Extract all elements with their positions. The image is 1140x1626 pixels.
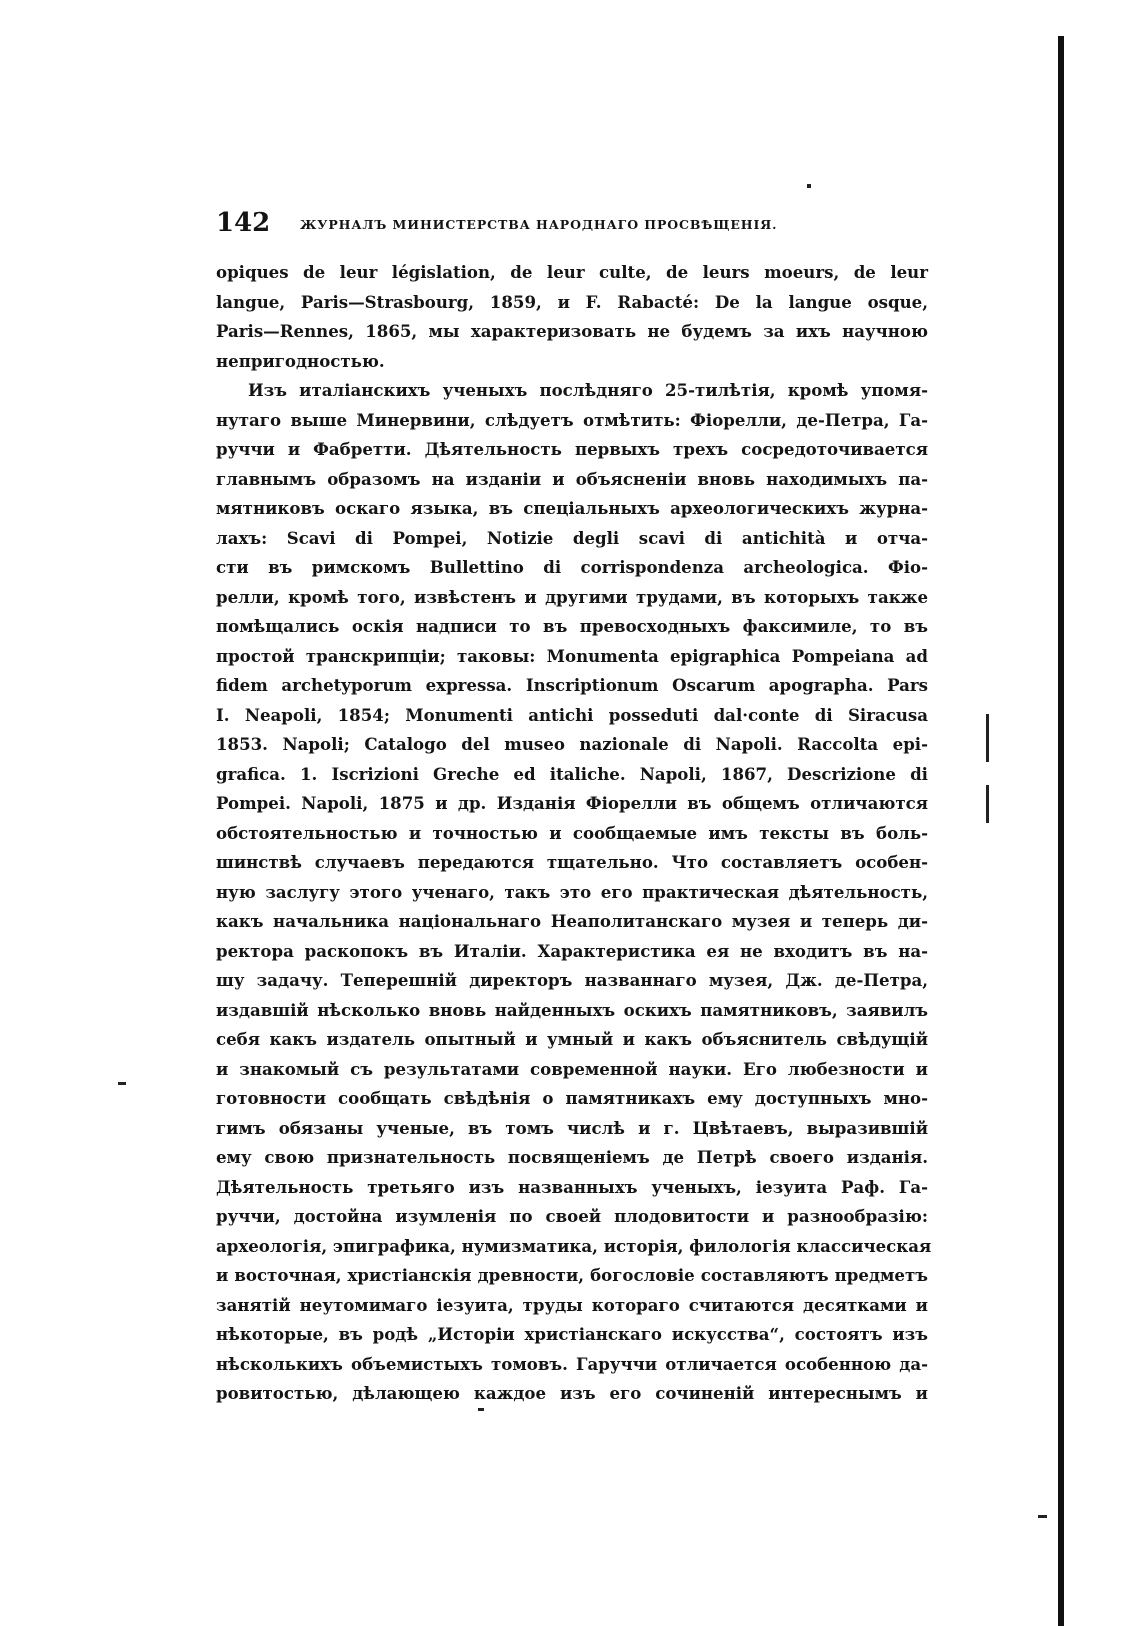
text-line: шинствѣ случаевъ передаются тщательно. Что составляетъ особен- bbox=[216, 852, 928, 872]
text-line: лахъ: Scavi di Pompei, Notizie degli scavi di antichità и отча- bbox=[216, 527, 928, 548]
text-line: помѣщались оскія надписи то въ превосходныхъ факсимиле, то въ bbox=[216, 616, 928, 636]
text-line: шу задачу. Теперешній директоръ названнаго музея, Дж. де-Петра, bbox=[216, 970, 928, 990]
text-line: себя какъ издатель опытный и умный и какъ объяснитель свѣдущій bbox=[216, 1029, 928, 1049]
text-line: ректора раскопокъ въ Италіи. Характеристика ея не входитъ въ на- bbox=[216, 940, 928, 961]
text-line: руччи, достойна изумленія по своей плодовитости и разнообразію: bbox=[216, 1206, 928, 1226]
text-line: руччи и Фабретти. Дѣятельность первыхъ трехъ сосредоточивается bbox=[216, 439, 928, 459]
text-line: ную заслугу этого ученаго, такъ это его практическая дѣятельность, bbox=[216, 881, 928, 902]
text-line: Paris—Rennes, 1865, мы характеризовать не будемъ за ихъ научною bbox=[216, 321, 928, 341]
paragraph bbox=[216, 376, 932, 1409]
text-line: fidem archetyporum expressa. Inscriptionum Oscarum apographa. Pars bbox=[216, 675, 928, 695]
text-line: археологія, эпиграфика, нумизматика, исторія, филологія классическая bbox=[216, 1235, 932, 1256]
page-header bbox=[216, 208, 936, 244]
text-line: нѣкоторые, въ родѣ „Исторіи христіанскаго искусства“, состоятъ изъ bbox=[216, 1324, 928, 1344]
text-line: grafica. 1. Iscrizioni Greche ed italiche. Napoli, 1867, Descrizione di bbox=[216, 763, 928, 784]
text-line: издавшій нѣсколько вновь найденныхъ оскихъ памятниковъ, заявилъ bbox=[216, 999, 928, 1020]
text-line: и восточная, христіанскія древности, богословіе составляютъ предметъ bbox=[216, 1265, 928, 1285]
text-line: простой транскрипціи; таковы: Monumenta epigraphica Pompeiana ad bbox=[216, 645, 928, 666]
text-line: обстоятельностью и точностью и сообщаемые имъ тексты въ боль- bbox=[216, 822, 928, 843]
text-line: готовности сообщать свѣдѣнія о памятникахъ ему доступныхъ мно- bbox=[216, 1088, 928, 1108]
text-line: и знакомый съ результатами современной науки. Его любезности и bbox=[216, 1058, 928, 1079]
text-line: langue, Paris—Strasbourg, 1859, и F. Rabacté: De la langue osque, bbox=[216, 291, 928, 312]
margin-line-mark bbox=[986, 785, 989, 823]
margin-line-mark bbox=[986, 714, 989, 762]
text-line: Дѣятельность третьяго изъ названныхъ ученыхъ, іезуита Раф. Га- bbox=[216, 1176, 928, 1197]
text-line: I. Neapoli, 1854; Monumenti antichi posseduti dal·conte di Siracusa bbox=[216, 704, 928, 725]
text-line: релли, кромѣ того, извѣстенъ и другими трудами, въ которыхъ также bbox=[216, 586, 928, 607]
text-line: какъ начальника національнаго Неаполитанскаго музея и теперь ди- bbox=[216, 911, 928, 931]
text-line: нутаго выше Минервини, слѣдуетъ отмѣтить: Фіорелли, де-Петра, Га- bbox=[216, 409, 928, 430]
text-line: opiques de leur législation, de leur culte, de leurs moeurs, de leur bbox=[216, 262, 928, 282]
text-line: ему свою признательность посвященіемъ де Петрѣ своего изданія. bbox=[216, 1147, 928, 1167]
text-line: Изъ италіанскихъ ученыхъ послѣдняго 25-тилѣтія, кромѣ упомя- bbox=[248, 380, 928, 400]
paragraph bbox=[216, 258, 928, 376]
scan-border-right bbox=[1058, 36, 1064, 1626]
text-line: ровитостью, дѣлающею каждое изъ его сочиненій интереснымъ и bbox=[216, 1383, 928, 1403]
text-line: гимъ обязаны ученые, въ томъ числѣ и г. Цвѣтаевъ, выразившій bbox=[216, 1117, 928, 1138]
text-line: нѣсколькихъ объемистыхъ томовъ. Гаруччи отличается особенною да- bbox=[216, 1353, 928, 1374]
text-line: 1853. Napoli; Catalogo del museo nazionale di Napoli. Raccolta epi- bbox=[216, 734, 928, 754]
text-line: мятниковъ оскаго языка, въ спеціальныхъ археологическихъ журна- bbox=[216, 498, 928, 518]
text-line: главнымъ образомъ на изданіи и объясненіи вновь находимыхъ па- bbox=[216, 468, 928, 489]
text-line: занятій неутомимаго іезуита, труды котораго считаются десятками и bbox=[216, 1294, 928, 1315]
margin-dot bbox=[807, 184, 811, 188]
page-number: 142 bbox=[216, 208, 271, 238]
margin-dash-mark bbox=[1038, 1515, 1047, 1518]
text-line: Pompei. Napoli, 1875 и др. Изданія Фіорелли въ общемъ отличаются bbox=[216, 793, 928, 813]
margin-dash-mark bbox=[118, 1082, 126, 1085]
text-line: сти въ римскомъ Bullettino di corrispondenza archeologica. Фіо- bbox=[216, 557, 928, 577]
text-line: непригодностью. bbox=[216, 350, 385, 371]
body-text bbox=[216, 258, 932, 1409]
running-title: ЖУРНАЛЪ МИНИСТЕРСТВА НАРОДНАГО ПРОСВѢЩЕНІЯ. bbox=[300, 217, 778, 232]
